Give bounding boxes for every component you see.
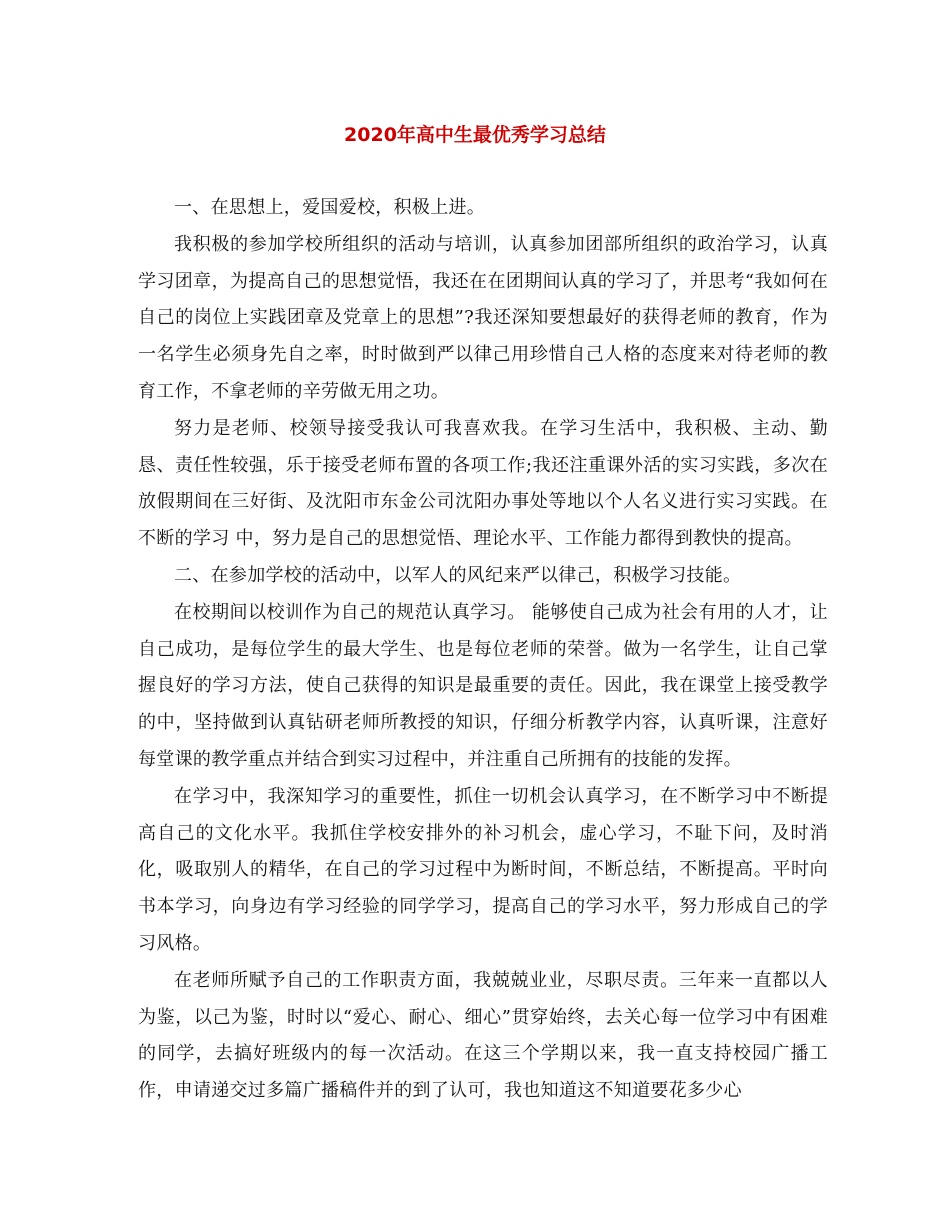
paragraph: 努力是老师、校领导接受我认可我喜欢我。在学习生活中，我积极、主动、勤恳、责任性较强，乐于接受老师布置的各项工作;我还注重课外活的实习实践，多次在放假期间在三好街、及沈阳市东金公司沈阳办事处等地以个人名义进行实习实践。在不断的学习 中，努力是自己的思想觉悟、理论水平、工作能力都得到教快的提高。 — [138, 417, 828, 550]
paragraph: 在校期间以校训作为自己的规范认真学习。 能够使自己成为社会有用的人才，让自己成功，是每位学生的最大学生、也是每位老师的荣誉。做为一名学生，让自己掌握良好的学习方法，使自己获得的知识是最重要的责任。因此，我在课堂上接受教学的中，坚持做到认真钻研老师所教授的知识，仔细分析教学内容，认真听课，注意好每堂课的教学重点并结合到实习过程中，并注重自己所拥有的技能的发挥。 — [138, 601, 828, 770]
section-heading-2: 二、在参加学校的活动中，以军人的风纪来严以律己，积极学习技能。 — [174, 564, 742, 586]
document-body — [138, 190, 828, 1110]
section-heading-1: 一、在思想上，爱国爱校，积极上进。 — [174, 197, 486, 218]
paragraph: 在学习中，我深知学习的重要性，抓住一切机会认真学习，在不断学习中不断提高自己的文化水平。我抓住学校安排外的补习机会，虚心学习，不耻下问，及时消化，吸取别人的精华，在自己的学习过程中为断时间，不断总结，不断提高。平时向书本学习，向身边有学习经验的同学学习，提高自己的学习水平，努力形成自己的学习风格。 — [138, 785, 828, 954]
paragraph: 我积极的参加学校所组织的活动与培训，认真参加团部所组织的政治学习，认真学习团章，为提高自己的思想觉悟，我还在在团期间认真的学习了，并思考“我如何在自己的岗位上实践团章及党章上的思想”?我还深知要想最好的获得老师的教育，作为一名学生必须身先自之率，时时做到严以律己用珍惜自己人格的态度来对待老师的教育工作，不拿老师的辛劳做无用之功。 — [138, 233, 828, 402]
paragraph: 在老师所赋予自己的工作职责方面，我兢兢业业，尽职尽责。三年来一直都以人为鉴，以己为鉴，时时以“爱心、耐心、细心”贯穿始终，去关心每一位学习中有困难的同学，去搞好班级内的每一次活动。在这三个学期以来，我一直支持校园广播工作，申请递交过多篇广播稿件并的到了认可，我也知道这不知道要花多少心 — [138, 969, 828, 1102]
document-title: 2020年高中生最优秀学习总结 — [344, 124, 606, 146]
